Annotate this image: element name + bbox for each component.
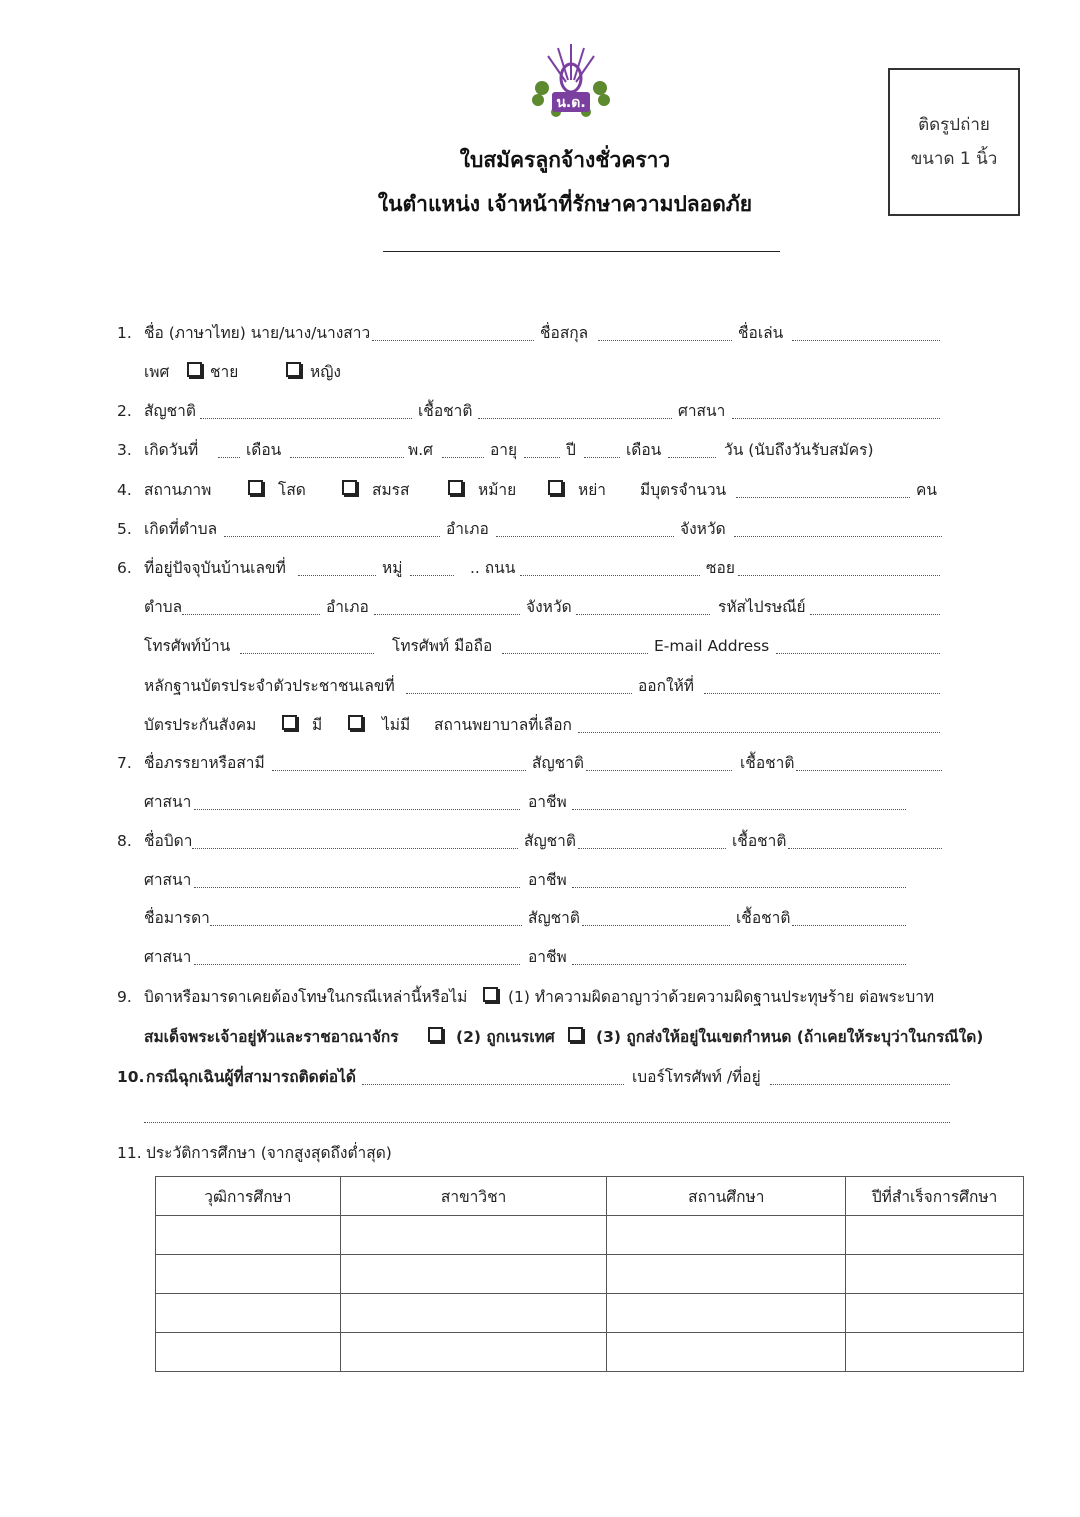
institution-logo — [528, 40, 614, 122]
mobile-phone-field[interactable] — [502, 653, 648, 654]
mother-occupation-label: อาชีพ — [528, 948, 567, 966]
father-field[interactable] — [192, 848, 518, 849]
be-year-label: พ.ศ — [408, 441, 433, 459]
ssc-have-label: มี — [312, 716, 323, 734]
item-number: 8. — [117, 832, 132, 850]
be-year-field[interactable] — [442, 457, 484, 458]
emergency-phone-label: เบอร์โทรศัพท์ /ที่อยู่ — [632, 1068, 761, 1086]
emergency-contact-field[interactable] — [362, 1084, 624, 1085]
form-subtitle: ในตำแหน่ง เจ้าหน้าที่รักษาความปลอดภัย — [377, 192, 753, 216]
table-cell[interactable] — [607, 1216, 846, 1255]
conviction-opt3-label: (3) ถูกส่งให้อยู่ในเขตกำหนด (ถ้าเคยให้ระบุว่าในกรณีใด) — [596, 1028, 984, 1046]
father-nationality-field[interactable] — [578, 848, 726, 849]
email-field[interactable] — [776, 653, 940, 654]
born-month-label: เดือน — [246, 441, 282, 459]
home-phone-field[interactable] — [240, 653, 374, 654]
table-header-row — [156, 1177, 1024, 1216]
spouse-label: ชื่อภรรยาหรือสามี — [144, 754, 265, 772]
home-phone-label: โทรศัพท์บ้าน — [144, 637, 231, 655]
mother-nationality-field[interactable] — [582, 925, 730, 926]
table-cell[interactable] — [340, 1294, 607, 1333]
email-label: E-mail Address — [654, 637, 770, 655]
table-cell[interactable] — [607, 1333, 846, 1372]
item-number: 3. — [117, 441, 132, 459]
table-cell[interactable] — [846, 1294, 1024, 1333]
religion-field[interactable] — [732, 418, 940, 419]
emergency-address-field[interactable] — [144, 1122, 950, 1123]
conviction-opt2-label: (2) ถูกเนรเทศ — [456, 1028, 555, 1046]
father-label: ชื่อบิดา — [144, 832, 193, 850]
status-label: สถานภาพ — [144, 481, 212, 499]
soi-label: ซอย — [706, 559, 735, 577]
table-cell[interactable] — [156, 1255, 341, 1294]
address-label: ที่อยู่ปัจจุบันบ้านเลขที่ — [144, 559, 286, 577]
idcard-field[interactable] — [406, 693, 632, 694]
father-religion-field[interactable] — [194, 887, 520, 888]
social-security-label: บัตรประกันสังคม — [144, 716, 257, 734]
father-nationality-label: สัญชาติ — [524, 832, 576, 850]
col-header-institution: สถานศึกษา — [607, 1177, 846, 1216]
born-day-field[interactable] — [218, 457, 240, 458]
nickname-label: ชื่อเล่น — [738, 324, 784, 342]
education-table — [155, 1176, 1024, 1372]
birth-province-field[interactable] — [734, 536, 942, 537]
single-label: โสด — [278, 481, 306, 499]
photo-box — [888, 68, 1020, 216]
spouse-religion-label: ศาสนา — [144, 793, 192, 811]
subdistrict-label: ตำบล — [144, 598, 183, 616]
mother-occupation-field[interactable] — [572, 964, 906, 965]
road-field[interactable] — [520, 575, 700, 576]
married-checkbox[interactable] — [342, 480, 357, 495]
mobile-phone-label: โทรศัพท์ มือถือ — [392, 637, 493, 655]
conviction-opt3-checkbox[interactable] — [568, 1027, 583, 1042]
col-header-major: สาขาวิชา — [340, 1177, 607, 1216]
sex-label: เพศ — [144, 363, 170, 381]
table-cell[interactable] — [156, 1216, 341, 1255]
nickname-field[interactable] — [792, 340, 940, 341]
birth-district-field[interactable] — [496, 536, 674, 537]
house-number-field[interactable] — [298, 575, 376, 576]
surname-field[interactable] — [598, 340, 732, 341]
item-number: 11. — [117, 1144, 142, 1162]
divorced-checkbox[interactable] — [548, 480, 563, 495]
road-label: .. ถนน — [470, 559, 516, 577]
age-label: อายุ — [490, 441, 518, 459]
issued-at-label: ออกให้ที่ — [638, 677, 695, 695]
item-number: 9. — [117, 988, 132, 1006]
table-cell[interactable] — [340, 1216, 607, 1255]
moo-field[interactable] — [410, 575, 454, 576]
item-number: 6. — [117, 559, 132, 577]
nationality-label: สัญชาติ — [144, 402, 196, 420]
birth-province-label: จังหวัด — [680, 520, 726, 538]
father-race-label: เชื้อชาติ — [732, 832, 787, 850]
item-number: 1. — [117, 324, 132, 342]
photo-box-line2: ขนาด 1 นิ้ว — [910, 149, 998, 169]
col-header-graduation-year: ปีที่สำเร็จการศึกษา — [846, 1177, 1024, 1216]
spouse-occupation-label: อาชีพ — [528, 793, 567, 811]
table-cell[interactable] — [607, 1255, 846, 1294]
age-month-label: เดือน — [626, 441, 662, 459]
surname-label: ชื่อสกุล — [540, 324, 589, 342]
mother-field[interactable] — [210, 925, 522, 926]
hospital-field[interactable] — [578, 732, 940, 733]
district-label: อำเภอ — [326, 598, 369, 616]
table-cell[interactable] — [607, 1294, 846, 1333]
born-day-label: เกิดวันที่ — [144, 441, 199, 459]
born-month-field[interactable] — [290, 457, 404, 458]
subdistrict-field[interactable] — [182, 614, 320, 615]
age-year-field[interactable] — [584, 457, 620, 458]
table-cell[interactable] — [846, 1333, 1024, 1372]
item-number: 7. — [117, 754, 132, 772]
birth-subdistrict-field[interactable] — [224, 536, 440, 537]
table-cell[interactable] — [156, 1294, 341, 1333]
hospital-label: สถานพยาบาลที่เลือก — [434, 716, 572, 734]
table-cell[interactable] — [846, 1216, 1024, 1255]
day-note-label: วัน (นับถึงวันรับสมัคร) — [724, 441, 874, 459]
emergency-phone-field[interactable] — [770, 1084, 950, 1085]
spouse-field[interactable] — [272, 770, 526, 771]
idcard-label: หลักฐานบัตรประจำตัวประชาชนเลขที่ — [144, 677, 395, 695]
table-row — [156, 1216, 1024, 1255]
province-label: จังหวัด — [526, 598, 572, 616]
item-number: 10. — [117, 1068, 145, 1086]
item-number: 4. — [117, 481, 132, 499]
province-field[interactable] — [576, 614, 710, 615]
married-label: สมรส — [372, 481, 410, 499]
age-field[interactable] — [524, 457, 560, 458]
moo-label: หมู่ — [382, 559, 403, 577]
table-cell[interactable] — [340, 1255, 607, 1294]
father-occupation-label: อาชีพ — [528, 871, 567, 889]
birth-district-label: อำเภอ — [446, 520, 489, 538]
race-label: เชื้อชาติ — [418, 402, 473, 420]
col-header-degree: วุฒิการศึกษา — [156, 1177, 341, 1216]
divorced-label: หย่า — [578, 481, 607, 499]
district-field[interactable] — [374, 614, 520, 615]
spouse-race-field[interactable] — [796, 770, 942, 771]
mother-religion-label: ศาสนา — [144, 948, 192, 966]
table-row — [156, 1294, 1024, 1333]
ssc-nothave-label: ไม่มี — [382, 716, 411, 734]
father-race-field[interactable] — [788, 848, 942, 849]
table-cell[interactable] — [340, 1333, 607, 1372]
father-occupation-field[interactable] — [572, 887, 906, 888]
male-checkbox[interactable] — [187, 362, 202, 377]
spouse-nationality-label: สัญชาติ — [532, 754, 584, 772]
mother-nationality-label: สัญชาติ — [528, 909, 580, 927]
age-month-field[interactable] — [668, 457, 716, 458]
ssc-nothave-checkbox[interactable] — [348, 715, 363, 730]
female-checkbox[interactable] — [286, 362, 301, 377]
children-field[interactable] — [736, 497, 910, 498]
widowed-label: หม้าย — [478, 481, 517, 499]
mother-race-label: เชื้อชาติ — [736, 909, 791, 927]
education-history-label: ประวัติการศึกษา (จากสูงสุดถึงต่ำสุด) — [146, 1144, 392, 1162]
postcode-field[interactable] — [810, 614, 940, 615]
father-religion-label: ศาสนา — [144, 871, 192, 889]
postcode-label: รหัสไปรษณีย์ — [718, 598, 806, 616]
logo-text: น.ด. — [556, 95, 586, 111]
name-label: ชื่อ (ภาษาไทย) นาย/นาง/นางสาว — [144, 324, 371, 342]
table-cell[interactable] — [846, 1255, 1024, 1294]
female-label: หญิง — [310, 363, 341, 381]
photo-box-line1: ติดรูปถ่าย — [918, 115, 990, 135]
race-field[interactable] — [478, 418, 672, 419]
conviction-opt2-checkbox[interactable] — [428, 1027, 443, 1042]
soi-field[interactable] — [738, 575, 940, 576]
name-field[interactable] — [372, 340, 534, 341]
mother-race-field[interactable] — [792, 925, 906, 926]
mother-religion-field[interactable] — [194, 964, 520, 965]
nationality-field[interactable] — [200, 418, 412, 419]
title-underline — [383, 251, 780, 252]
children-label: มีบุตรจำนวน — [640, 481, 727, 499]
mother-label: ชื่อมารดา — [144, 909, 210, 927]
item-number: 2. — [117, 402, 132, 420]
issued-at-field[interactable] — [704, 693, 940, 694]
single-checkbox[interactable] — [248, 480, 263, 495]
widowed-checkbox[interactable] — [448, 480, 463, 495]
spouse-occupation-field[interactable] — [572, 809, 906, 810]
table-row — [156, 1255, 1024, 1294]
male-label: ชาย — [210, 363, 239, 381]
spouse-nationality-field[interactable] — [586, 770, 732, 771]
religion-label: ศาสนา — [678, 402, 726, 420]
age-year-label: ปี — [566, 441, 576, 459]
persons-label: คน — [916, 481, 937, 499]
birth-subdistrict-label: เกิดที่ตำบล — [144, 520, 218, 538]
ssc-have-checkbox[interactable] — [282, 715, 297, 730]
spouse-religion-field[interactable] — [194, 809, 520, 810]
spouse-race-label: เชื้อชาติ — [740, 754, 795, 772]
conviction-opt1-label: (1) ทำความผิดอาญาว่าด้วยความผิดฐานประทุษร้าย ต่อพระบาท — [508, 988, 935, 1006]
table-cell[interactable] — [156, 1333, 341, 1372]
conviction-question: บิดาหรือมารดาเคยต้องโทษในกรณีเหล่านี้หรือไม่ — [144, 988, 468, 1006]
form-title: ใบสมัครลูกจ้างชั่วคราว — [459, 148, 671, 172]
conviction-king-text: สมเด็จพระเจ้าอยู่หัวและราชอาณาจักร — [144, 1028, 399, 1046]
item-number: 5. — [117, 520, 132, 538]
table-row — [156, 1333, 1024, 1372]
conviction-opt1-checkbox[interactable] — [483, 987, 498, 1002]
emergency-contact-label: กรณีฉุกเฉินผู้ที่สามารถติดต่อได้ — [146, 1068, 356, 1086]
